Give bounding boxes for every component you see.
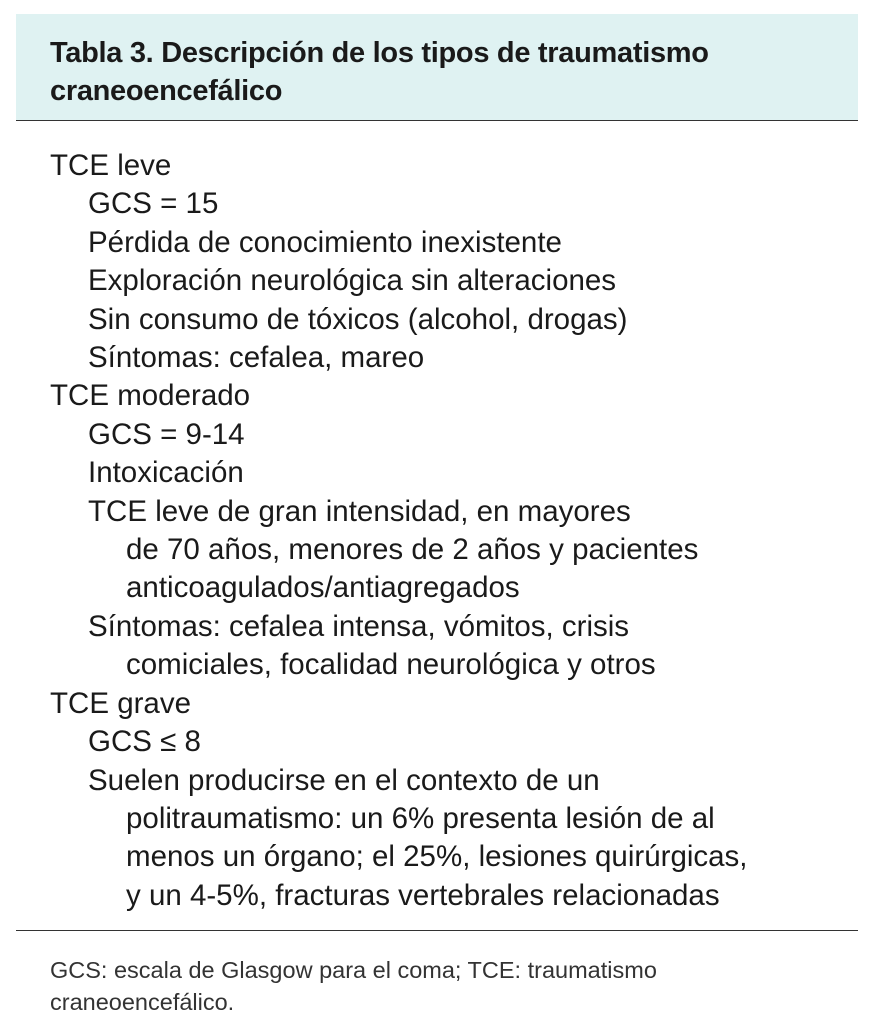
list-item: [50, 301, 858, 339]
list-item: [50, 608, 858, 685]
table-body: [16, 121, 858, 915]
item-line: Síntomas: cefalea intensa, vómitos, crisis: [88, 609, 630, 643]
category-label-leve: TCE leve: [50, 149, 172, 182]
item-line: GCS = 15: [88, 187, 219, 221]
table-title: Tabla 3. Descripción de los tipos de traumatismo craneoencefálico: [50, 37, 709, 107]
item-line-continuation: de 70 años, menores de 2 años y pacientes: [126, 533, 699, 567]
item-line-continuation: politraumatismo: un 6% presenta lesión de al: [126, 801, 715, 835]
item-line: Síntomas: cefalea, mareo: [88, 341, 425, 375]
list-item: [50, 185, 858, 223]
item-line-continuation: y un 4-5%, fracturas vertebrales relacionadas: [126, 878, 720, 912]
list-item: [50, 262, 858, 300]
item-line: Exploración neurológica sin alteraciones: [88, 264, 617, 298]
list-item: [50, 493, 858, 608]
list-item: [50, 224, 858, 262]
item-line-continuation: menos un órgano; el 25%, lesiones quirúrgicas,: [126, 840, 748, 874]
footer-divider: [16, 930, 858, 931]
table-3: [16, 14, 858, 915]
item-line: GCS = 9-14: [88, 417, 245, 451]
item-line-continuation: comiciales, focalidad neurológica y otros: [126, 648, 656, 682]
item-line: Suelen producirse en el contexto de un: [88, 763, 600, 797]
table-footnote: GCS: escala de Glasgow para el coma; TCE: traumatismo craneoencefálico.: [50, 957, 657, 1015]
category-label-moderado: TCE moderado: [50, 379, 251, 413]
list-item: [50, 416, 858, 454]
table-header: [16, 14, 858, 121]
item-line: Intoxicación: [88, 456, 244, 490]
list-item: [50, 454, 858, 492]
item-line: Pérdida de conocimiento inexistente: [88, 225, 562, 259]
list-item: [50, 339, 858, 377]
list-item: [50, 762, 858, 916]
list-item: [50, 723, 858, 761]
item-line: TCE leve de gran intensidad, en mayores: [88, 494, 631, 528]
category-label-grave: TCE grave: [50, 686, 191, 720]
item-line-continuation: anticoagulados/antiagregados: [126, 571, 520, 605]
item-line: GCS ≤ 8: [88, 725, 201, 759]
item-line: Sin consumo de tóxicos (alcohol, drogas): [88, 302, 628, 336]
